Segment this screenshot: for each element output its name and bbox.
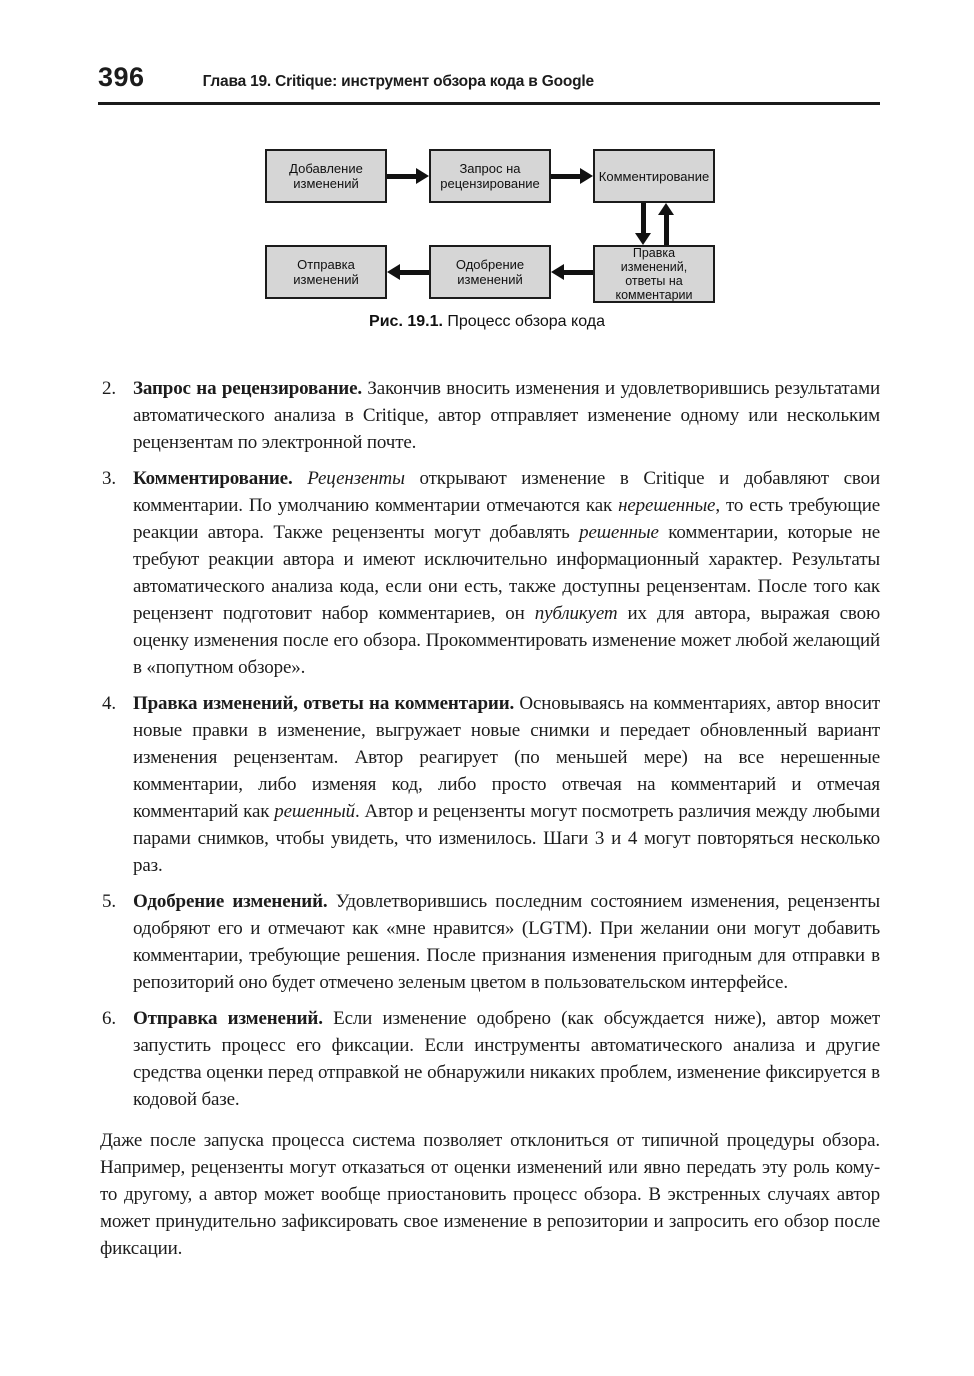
item-number: 2. xyxy=(102,378,116,399)
body-text: Закончив вносить изменения и удовлетворившись результатами автоматического анализа в Critique, автор отправляет изменение одному или нескольким рецензентам по электронной почте. xyxy=(133,378,880,453)
list-item xyxy=(100,1005,880,1113)
chapter-title: Глава 19. Critique: инструмент обзора кода в Google xyxy=(202,73,594,90)
page-number: 396 xyxy=(98,62,145,92)
item-title: Комментирование. xyxy=(133,468,308,489)
italic-term: публикует xyxy=(534,603,618,624)
list-item xyxy=(100,375,880,456)
item-title: Отправка изменений. xyxy=(133,1008,334,1029)
flow-arrow-right-line xyxy=(551,174,581,179)
flow-box-commenting: Комментирование xyxy=(593,149,715,203)
body-copy xyxy=(100,375,880,1262)
flow-arrow-right-line xyxy=(387,174,417,179)
figure-caption xyxy=(0,313,974,331)
closing-paragraph: Даже после запуска процесса система позволяет отклониться от типичной процедуры обзора. Например, рецензенты могут отказаться от оценки изменений или явно передать эту роль кому-то другому, а автор может вообще приостановить процесс обзора. В экстренных случаях автор может принудительно зафиксировать свое изменение в репозитории и запросить его обзор после фиксации. xyxy=(100,1130,880,1259)
body-text: их для автора, выражая свою оценку изменения после его обзора. Прокомментировать изменение может любой желающий в «попутном обзоре». xyxy=(133,603,880,678)
body-text: Если изменение одобрено (как обсуждается ниже), автор может запустить процесс его фиксации. Если инструменты автоматического анализа и другие средства оценки перед отправкой не обнаружили никаких проблем, изменение фиксируется в кодовой базе. xyxy=(133,1008,880,1110)
body-text: комментарии, которые не требуют реакции автора и имеют исключительно информационный характер. Результаты автоматического анализа кода, если они есть, также доступны рецензентам. После того как рецензент подготовит набор комментариев, он xyxy=(133,522,880,624)
flow-arrow-right-icon xyxy=(416,168,429,184)
italic-term: нерешенные xyxy=(618,495,716,516)
item-body xyxy=(133,468,880,678)
italic-term: решенные xyxy=(579,522,659,543)
flow-arrow-left-line xyxy=(563,270,593,275)
flow-arrow-up-icon xyxy=(658,203,674,215)
body-text: Удовлетворившись последним состоянием изменения, рецензенты одобряют его и отмечают как «мне нравится» (LGTM). При желании они могут добавить комментарии, требующие решения. После признания изменения пригодным для отправки в репозиторий оно будет отмечено зеленым цветом в пользовательском интерфейсе. xyxy=(133,891,880,993)
figure-caption-text: Процесс обзора кода xyxy=(447,313,605,330)
item-number: 3. xyxy=(102,468,116,489)
item-title: Одобрение изменений. xyxy=(133,891,336,912)
italic-term: решенный xyxy=(274,801,355,822)
figure-caption-label: Рис. 19.1. xyxy=(369,313,443,330)
flow-arrow-down-line xyxy=(641,203,646,234)
flow-box-approve-changes: Одобрение изменений xyxy=(429,245,551,299)
item-title: Правка изменений, ответы на комментарии. xyxy=(133,693,520,714)
flow-box-submit-changes: Отправка изменений xyxy=(265,245,387,299)
flow-arrow-up-line xyxy=(664,215,669,245)
flow-arrow-left-line xyxy=(399,270,429,275)
item-title: Запрос на рецензирование. xyxy=(133,378,368,399)
flow-box-revise-changes: Правка изменений, ответы на комментарии xyxy=(593,245,715,303)
list-item xyxy=(100,690,880,879)
flow-arrow-right-icon xyxy=(580,168,593,184)
body-text: открывают изменение в Critique и добавляют свои комментарии. По умолчанию комментарии отмечаются как xyxy=(133,468,880,516)
running-head xyxy=(98,62,880,105)
italic-term: Рецензенты xyxy=(307,468,405,489)
body-text: , то есть требующие реакции автора. Также рецензенты могут добавлять xyxy=(133,495,880,543)
list-item xyxy=(100,465,880,681)
body-text: Основываясь на комментариях, автор вносит новые правки в изменение, выгружает новые снимки и передает обновленный вариант изменения рецензентам. Автор реагирует (по меньшей мере) на все нерешенные комментарии, либо изменяя код, либо просто отвечая на комментарий и отмечая комментарий как xyxy=(133,693,880,822)
item-number: 5. xyxy=(102,891,116,912)
figure-code-review-process xyxy=(0,105,974,337)
numbered-list xyxy=(100,375,880,1113)
flow-arrow-down-icon xyxy=(635,233,651,245)
flow-box-add-changes: Добавление изменений xyxy=(265,149,387,203)
body-text: . Автор и рецензенты могут посмотреть различия между любыми парами снимков, чтобы увидеть, что изменилось. Шаги 3 и 4 могут повторяться несколько раз. xyxy=(133,801,880,876)
list-item xyxy=(100,888,880,996)
item-body xyxy=(133,693,880,876)
item-number: 4. xyxy=(102,693,116,714)
item-number: 6. xyxy=(102,1008,116,1029)
flow-box-request-review: Запрос на рецензирование xyxy=(429,149,551,203)
